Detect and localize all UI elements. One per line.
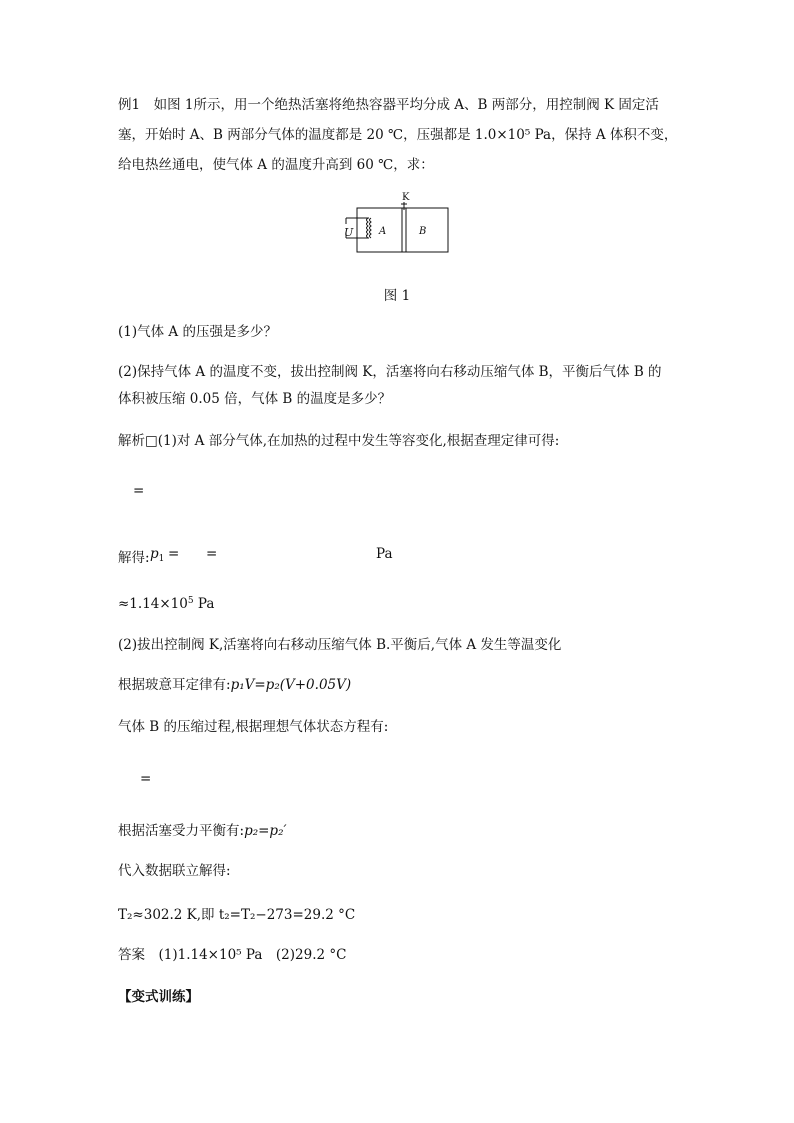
equals-sign-1: = xyxy=(168,546,180,562)
problem-line-1: 例1 如图 1所示，用一个绝热活塞将绝热容器平均分成 A、B 两部分，用控制阀 K 固定活 xyxy=(118,97,659,113)
equals-sign-2: = xyxy=(206,546,218,562)
label-u: U xyxy=(344,226,354,239)
problem-line-3: 给电热丝通电，使气体 A 的温度升高到 60 ℃，求： xyxy=(118,157,434,173)
label-k: K xyxy=(402,192,410,203)
charles-equation: = xyxy=(133,483,145,499)
boyle-law: 根据玻意耳定律有:p₁V=p₂(V+0.05V) xyxy=(118,677,352,693)
p1-symbol: $p_1$ xyxy=(150,546,165,564)
label-b: B xyxy=(419,226,427,237)
piston-balance: 根据活塞受力平衡有:p₂=p₂′ xyxy=(118,823,287,839)
question-2-line-1: (2)保持气体 A 的温度不变，拔出控制阀 K，活塞将向右移动压缩气体 B，平衡后气体 B 的 xyxy=(118,364,662,380)
variant-training-heading: 【变式训练】 xyxy=(118,989,199,1005)
heating-coil xyxy=(367,218,369,238)
substitute-line: 代入数据联立解得: xyxy=(118,863,231,879)
container-diagram xyxy=(340,190,455,258)
pa-unit: Pa xyxy=(376,546,393,562)
approx-result: $\approx 1.14\times 10^5$ Pa xyxy=(118,596,215,612)
ideal-gas-equation: = xyxy=(140,771,152,787)
gas-b-process: 气体 B 的压缩过程,根据理想气体状态方程有: xyxy=(118,719,389,735)
problem-line-2: 塞，开始时 A、B 两部分气体的温度都是 20 ℃，压强都是 1.0×10⁵ Pa，保持 A 体积不变， xyxy=(118,127,678,143)
answer-line: 答案 (1)1.14×10⁵ Pa (2)29.2 °C xyxy=(118,947,347,963)
label-a: A xyxy=(379,226,387,237)
question-1: (1)气体 A 的压强是多少？ xyxy=(118,324,277,340)
solve-label: 解得: xyxy=(118,550,150,566)
solution-intro: 解析□(1)对 A 部分气体,在加热的过程中发生等容变化,根据查理定律可得: xyxy=(118,433,560,449)
final-result: T₂≈302.2 K,即 t₂=T₂−273=29.2 °C xyxy=(118,907,356,923)
figure-caption: 图 1 xyxy=(383,288,411,304)
question-2-line-2: 体积被压缩 0.05 倍，气体 B 的温度是多少？ xyxy=(118,391,392,407)
part-2-intro: (2)拔出控制阀 K,活塞将向右移动压缩气体 B.平衡后,气体 A 发生等温变化 xyxy=(118,637,562,653)
